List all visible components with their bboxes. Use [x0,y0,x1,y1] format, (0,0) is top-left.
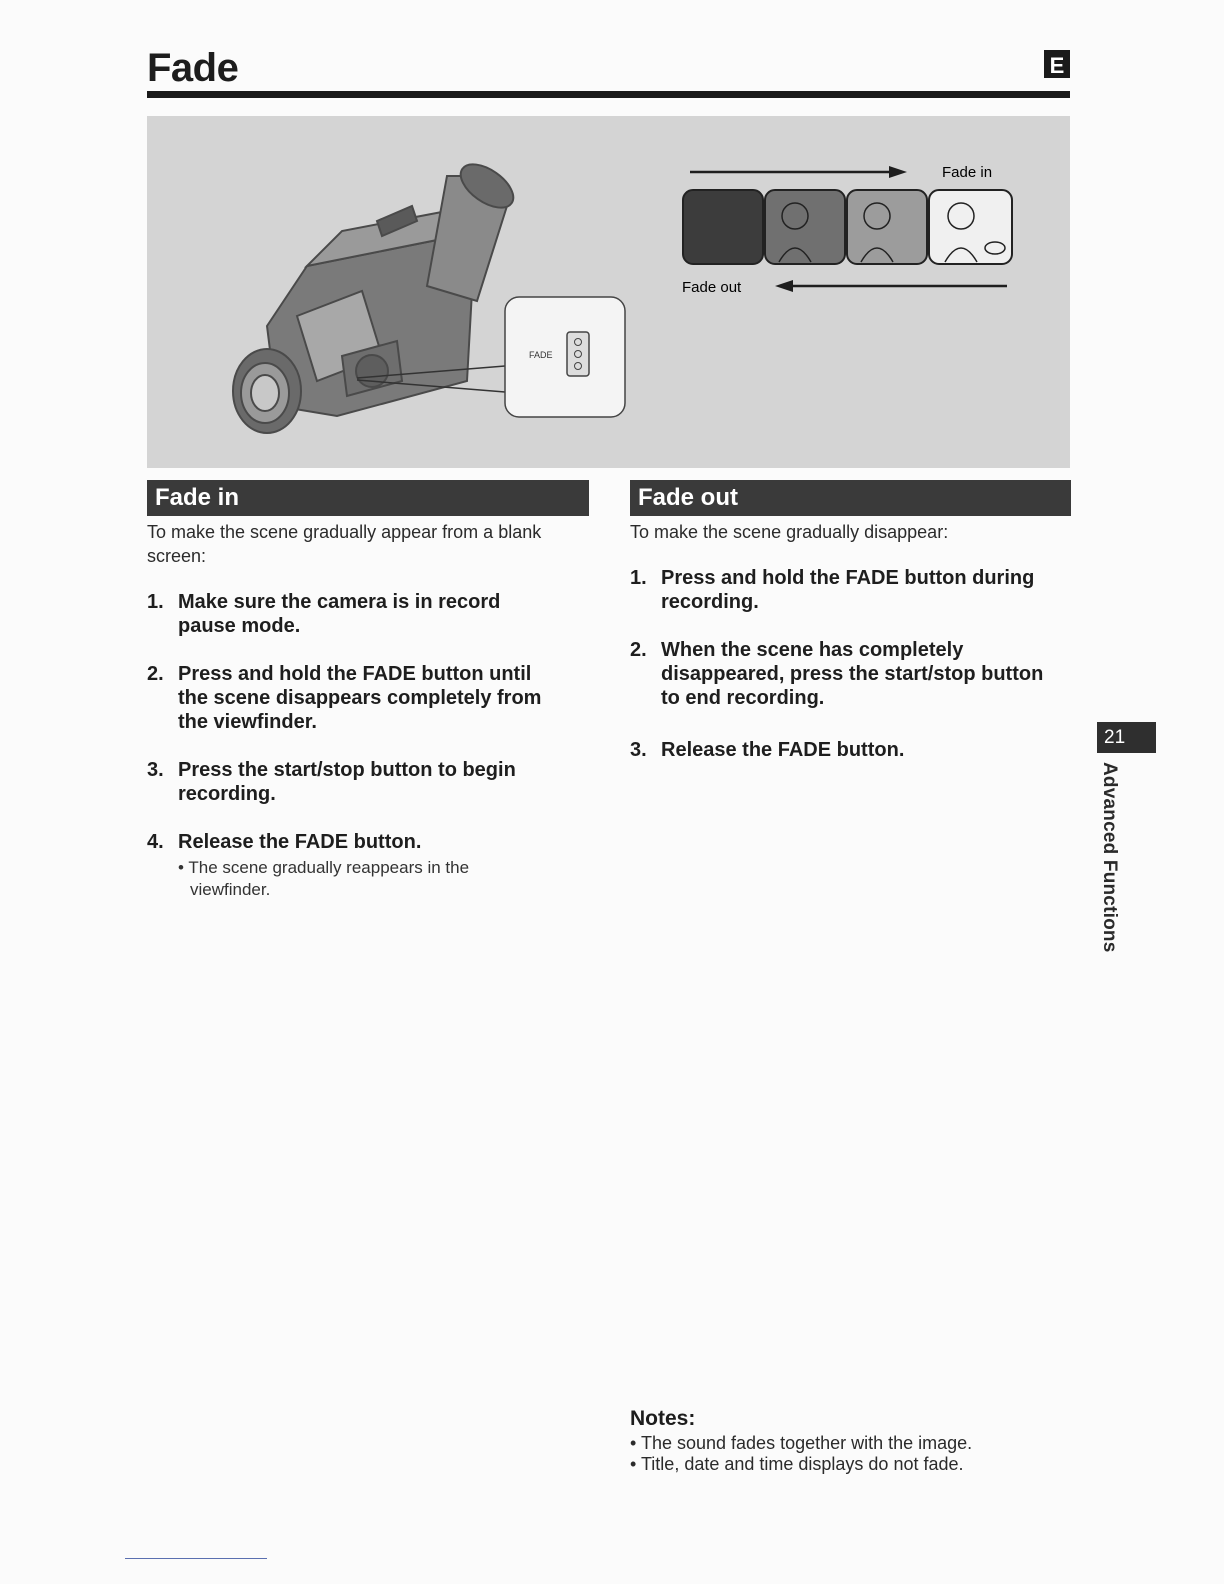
fade-in-heading: Fade in [147,480,589,516]
fade-in-step-4: 4. Release the FADE button. [147,831,422,853]
fade-in-step-2: 2. Press and hold the FADE button until the scene disappears completely from the viewfinder. [147,663,542,733]
language-badge: E [1044,50,1070,78]
fade-in-intro: To make the scene gradually appear from a blank screen: [147,522,542,566]
fade-illustration [147,116,1070,468]
fade-out-step-3: 3. Release the FADE button. [630,739,905,761]
page-title: Fade [147,46,239,90]
fade-in-step-1: 1. Make sure the camera is in record pause mode. [147,591,501,637]
title-rule [147,91,1070,98]
fade-in-step-4-note-cont: viewfinder. [190,880,271,899]
fade-in-label: Fade in [942,164,993,181]
section-label: Advanced Functions [1099,762,1120,953]
fade-in-step-3: 3. Press the start/stop button to begin recording. [147,759,516,805]
fade-out-step-2: 2. When the scene has completely disappeared, press the start/stop button to end recording. [630,639,1044,709]
note-item: • The sound fades together with the image. [630,1433,973,1453]
fade-button-label: FADE [529,350,553,360]
camcorder-drawing [147,116,1070,468]
footer-rule [125,1558,267,1559]
fade-out-label: Fade out [682,279,742,296]
note-item: • Title, date and time displays do not fade. [630,1454,964,1474]
fade-out-intro: To make the scene gradually disappear: [630,522,949,542]
page-number-badge: 21 [1097,722,1156,753]
fade-in-step-4-note: • The scene gradually reappears in the [178,858,470,877]
fade-out-heading: Fade out [630,480,1071,516]
notes-title: Notes: [630,1407,696,1430]
fade-out-step-1: 1. Press and hold the FADE button during recording. [630,567,1035,613]
